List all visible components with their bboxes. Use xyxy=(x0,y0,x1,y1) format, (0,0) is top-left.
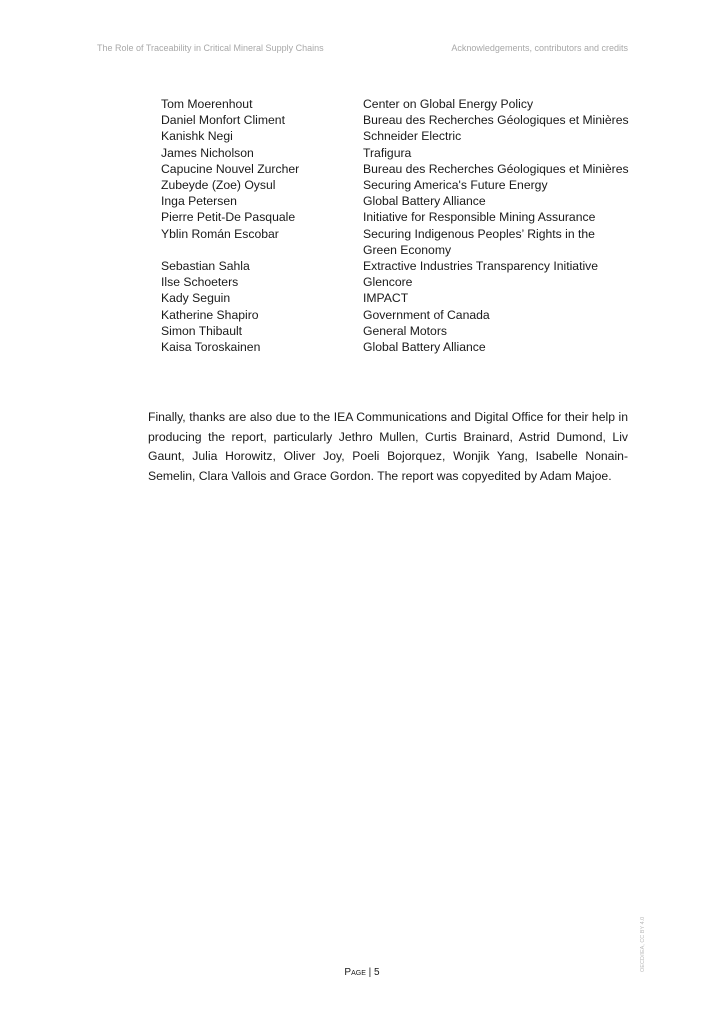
contributor-name: Ilse Schoeters xyxy=(161,275,239,290)
contributor-organisation: Schneider Electric xyxy=(363,129,462,144)
closing-paragraph: Finally, thanks are also due to the IEA Communications and Digital Office for their help in producing the report, particularly Jethro Mullen, Curtis Brainard, Astrid Dumond, Liv Gaunt, Julia Horowitz, Oliver Joy, Poeli Bojorquez, Wonjik Yang, Isabelle Nonain-Semelin, Clara Vallois and Grace Gordon. The report was copyedited by Adam Majoe. xyxy=(148,410,628,483)
contributor-organisation: Bureau des Recherches Géologiques et Minières xyxy=(363,161,629,176)
contributor-row xyxy=(161,209,631,225)
contributor-organisation: Initiative for Responsible Mining Assurance xyxy=(363,210,596,225)
contributor-row xyxy=(161,339,631,355)
contributor-row xyxy=(161,290,631,306)
contributor-organisation: Extractive Industries Transparency Initiative xyxy=(363,259,599,274)
contributor-organisation: Center on Global Energy Policy xyxy=(363,97,534,111)
contributor-organisation: Glencore xyxy=(363,275,413,290)
contributor-row xyxy=(161,226,631,258)
page-label: Page xyxy=(344,967,366,978)
page-number xyxy=(0,967,724,978)
contributor-name: Katherine Shapiro xyxy=(161,307,259,322)
contributor-organisation: Government of Canada xyxy=(363,307,490,322)
contributor-row xyxy=(161,258,631,274)
contributor-name: Kanishk Negi xyxy=(161,129,233,144)
contributor-row xyxy=(161,145,631,161)
contributor-organisation: Global Battery Alliance xyxy=(363,194,486,209)
contributor-row xyxy=(161,177,631,193)
contributor-organisation: IMPACT xyxy=(363,291,409,306)
contributor-name: Tom Moerenhout xyxy=(161,97,253,111)
contributor-row xyxy=(161,112,631,128)
page-separator: | xyxy=(365,967,375,978)
contributor-row xyxy=(161,128,631,144)
contributor-name: Sebastian Sahla xyxy=(161,259,250,274)
contributor-name: Zubeyde (Zoe) Oysul xyxy=(161,178,276,193)
contributor-name: Kaisa Toroskainen xyxy=(161,340,261,355)
contributor-row xyxy=(161,193,631,209)
contributor-organisation: Bureau des Recherches Géologiques et Minières xyxy=(363,113,629,128)
contributor-organisation: Securing Indigenous Peoples’ Rights in the Green Economy xyxy=(363,226,595,257)
contributor-name: James Nicholson xyxy=(161,145,254,160)
contributor-organisation: General Motors xyxy=(363,323,447,338)
contributor-name: Daniel Monfort Climent xyxy=(161,113,285,128)
contributor-name: Kady Seguin xyxy=(161,291,231,306)
contributors-list xyxy=(161,96,631,355)
contributor-name: Pierre Petit-De Pasquale xyxy=(161,210,296,225)
contributor-name: Yblin Román Escobar xyxy=(161,226,279,241)
running-header-section: Acknowledgements, contributors and credits xyxy=(451,43,628,53)
contributor-organisation: Securing America's Future Energy xyxy=(363,178,548,193)
license-notice: OECD/IEA, CC BY 4.0 xyxy=(640,916,646,972)
page-number-value: 5 xyxy=(374,967,380,978)
contributor-row xyxy=(161,96,631,112)
running-header-title: The Role of Traceability in Critical Mineral Supply Chains xyxy=(97,43,324,53)
contributor-row xyxy=(161,274,631,290)
contributor-name: Simon Thibault xyxy=(161,323,243,338)
contributor-name: Inga Petersen xyxy=(161,194,237,209)
contributor-organisation: Trafigura xyxy=(363,145,412,160)
contributor-row xyxy=(161,323,631,339)
contributor-name: Capucine Nouvel Zurcher xyxy=(161,161,300,176)
contributor-organisation: Global Battery Alliance xyxy=(363,340,486,355)
contributor-row xyxy=(161,307,631,323)
contributor-row xyxy=(161,161,631,177)
